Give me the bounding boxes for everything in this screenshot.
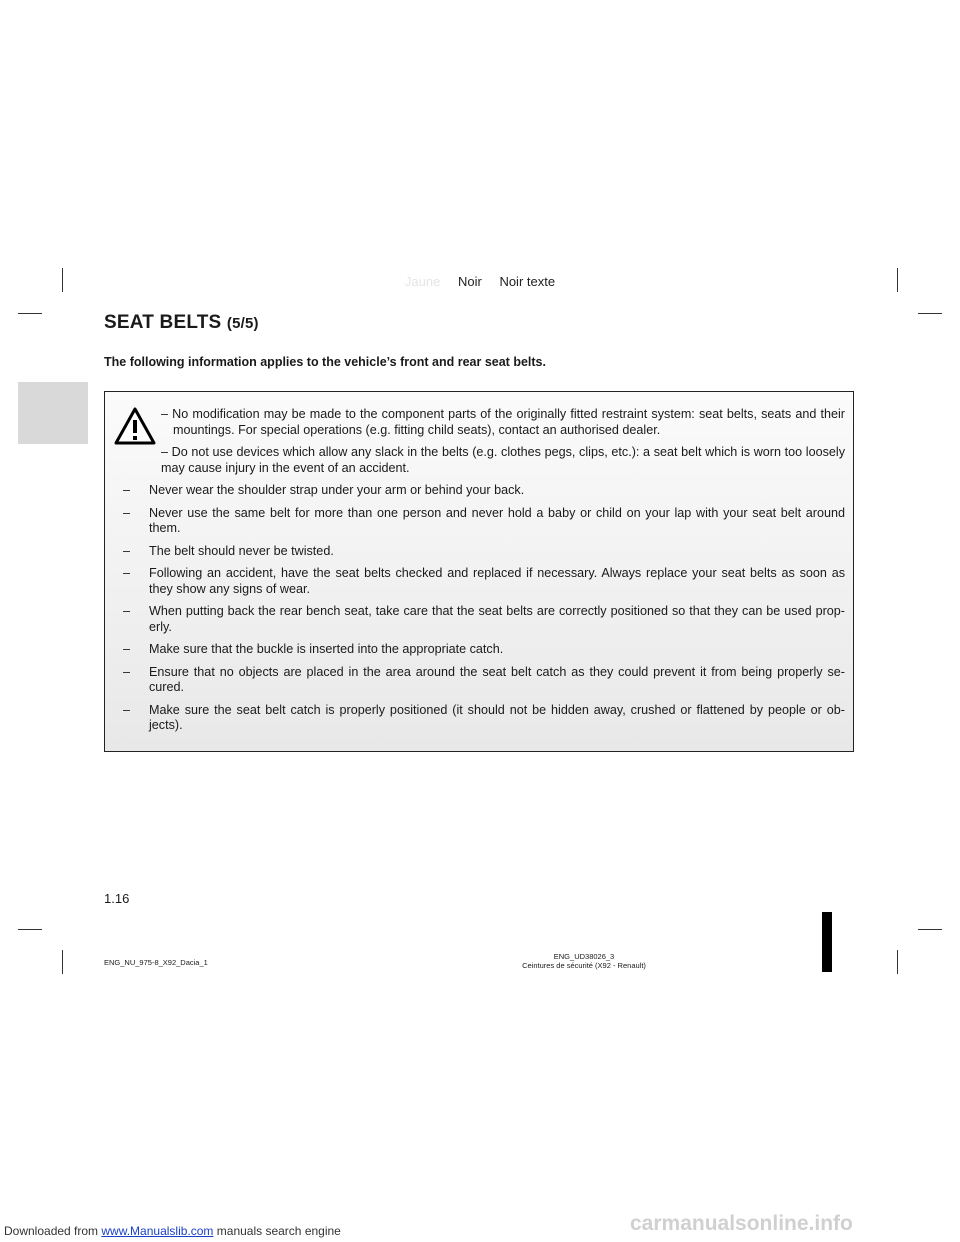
crop-mark [18, 313, 42, 314]
page-title-text: SEAT BELTS [104, 312, 222, 333]
warning-list-item [123, 703, 845, 734]
list-item-text: Make sure the seat belt catch is properly positioned (it should not be hidden away, crushed or flattened by people or ob-jects). [149, 702, 845, 732]
crop-mark [918, 313, 942, 314]
manualslib-link[interactable]: www.Manualslib.com [101, 1224, 214, 1238]
warning-list-item [123, 566, 845, 597]
warning-list-item [123, 483, 845, 499]
color-label-noir: Noir [457, 274, 482, 289]
color-separation-labels [0, 274, 960, 289]
warning-list-item [123, 604, 845, 635]
footer-module-code: ENG_UD38026_3 [553, 952, 615, 961]
list-dash: – [123, 642, 131, 656]
warning-text [123, 407, 845, 741]
crop-mark [62, 950, 63, 974]
page-title-part: (5/5) [226, 315, 259, 332]
warning-list-item [123, 544, 845, 560]
list-dash: – [123, 543, 131, 558]
download-suffix: manuals search engine [213, 1224, 341, 1238]
list-dash: – [123, 505, 131, 520]
list-dash: – [123, 604, 131, 618]
warning-list-item [123, 665, 845, 696]
list-item-text: Ensure that no objects are placed in the area around the seat belt catch as they could prevent it from being properly se-cured. [149, 664, 845, 694]
list-dash: – [123, 566, 131, 580]
list-dash: – [123, 702, 131, 717]
warning-list-item [123, 506, 845, 537]
color-label-noir-texte: Noir texte [499, 274, 556, 289]
footer-doc-code: ENG_NU_975-8_X92_Dacia_1 [104, 958, 208, 967]
warning-box [104, 391, 854, 752]
page-edge-marker [822, 912, 832, 972]
crop-mark [918, 929, 942, 930]
crop-mark [897, 950, 898, 974]
list-dash: – [123, 664, 131, 679]
page-title [104, 312, 259, 334]
list-item-text: When putting back the rear bench seat, take care that the seat belts are correctly positioned so that they can be used prop-erly. [149, 604, 845, 634]
crop-mark [18, 929, 42, 930]
download-banner [4, 1224, 341, 1238]
download-prefix: Downloaded from [4, 1224, 102, 1238]
color-label-jaune: Jaune [404, 274, 441, 289]
warning-top-item: – Do not use devices which allow any slack in the belts (e.g. clothes pegs, clips, etc.): a seat belt which is worn too loosely may cause injury in the event of an accident. [161, 445, 845, 475]
intro-text: The following information applies to the vehicle’s front and rear seat belts. [104, 355, 546, 369]
list-item-text: Never use the same belt for more than one person and never hold a baby or child on your lap with your seat belt around them. [149, 505, 845, 535]
page-number: 1.16 [104, 891, 130, 906]
footer-module-info [494, 952, 674, 970]
chapter-side-tab [18, 382, 88, 444]
watermark: carmanualsonline.info [630, 1212, 853, 1235]
list-item-text: Following an accident, have the seat belts checked and replaced if necessary. Always replace your seat belts as soon as they show any signs of wear. [149, 566, 845, 596]
list-item-text: The belt should never be twisted. [149, 543, 334, 558]
list-item-text: Never wear the shoulder strap under your arm or behind your back. [149, 483, 525, 497]
warning-top-items [161, 407, 845, 476]
warning-top-item: – No modification may be made to the component parts of the originally fitted restraint system: seat belts, seats and their mountings. For special operations (e.g. fitting child seats), contact an authorised dealer. [161, 407, 845, 437]
list-item-text: Make sure that the buckle is inserted into the appropriate catch. [149, 642, 504, 656]
list-dash: – [123, 483, 131, 497]
footer-module-title: Ceintures de sécurité (X92 - Renault) [522, 961, 646, 970]
warning-list-item [123, 642, 845, 658]
